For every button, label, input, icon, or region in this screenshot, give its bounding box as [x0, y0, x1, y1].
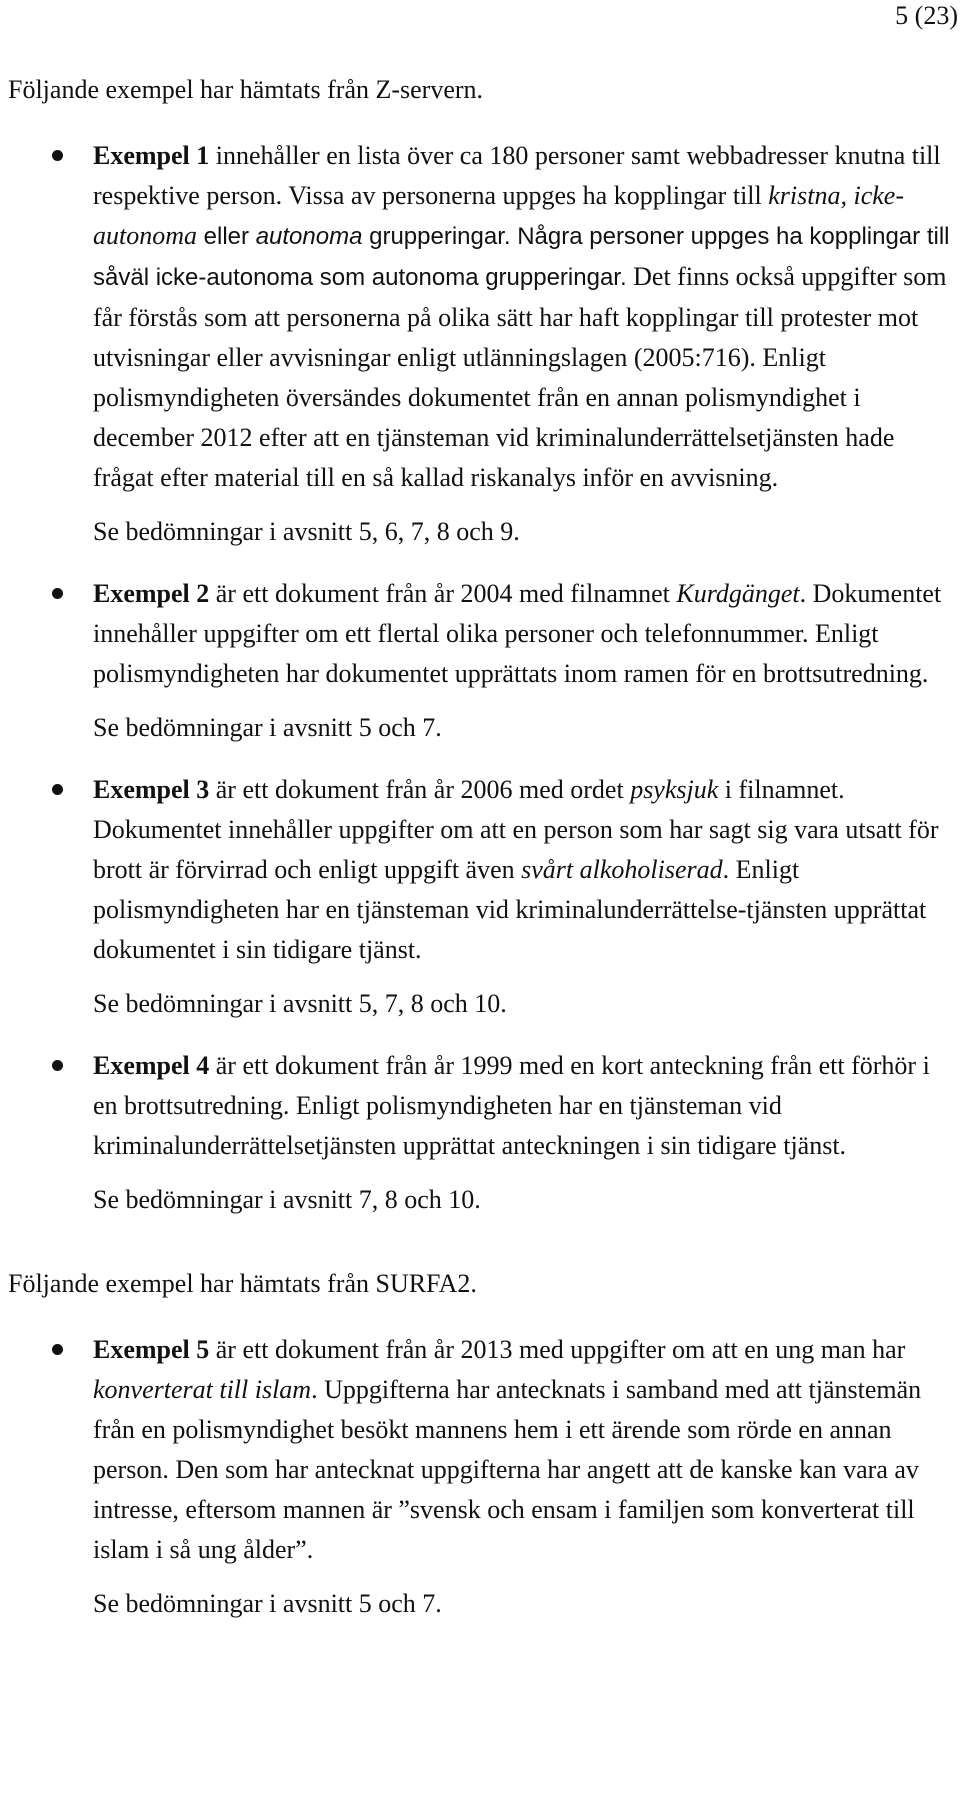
example-1-italic-part: kristna, icke-autonoma: [93, 181, 904, 250]
example-3-reference: Se bedömningar i avsnitt 5, 7, 8 och 10.: [93, 989, 507, 1018]
example-5-text-part: är ett dokument från år 2013 med uppgifter om att en ung man har: [209, 1335, 906, 1364]
example-2-label: Exempel 2: [93, 579, 210, 608]
example-2-text: [93, 574, 958, 694]
list-item-example-4: [8, 1046, 958, 1220]
section-intro-surfa2: Följande exempel har hämtats från SURFA2.: [8, 1269, 477, 1298]
example-1-italic-part: autonoma: [255, 223, 363, 250]
example-3-text: [93, 770, 958, 970]
example-2-italic-part: Kurdgänget: [676, 579, 800, 608]
example-1-reference: Se bedömningar i avsnitt 5, 6, 7, 8 och 9.: [93, 517, 520, 546]
example-3-label: Exempel 3: [93, 775, 210, 804]
example-4-text: [93, 1046, 958, 1166]
example-3-italic-part: svårt alkoholiserad: [521, 855, 723, 884]
example-4-text-part: är ett dokument från år 1999 med en kort anteckning från ett förhör i en brottsutredning. Enligt polismyndigheten har en tjänsteman vid kriminalunderrättelsetjänsten upprättat anteckningen i sin tidigare tjänst.: [93, 1051, 930, 1160]
example-3-text-part: . Enligt polismyndigheten har en tjänsteman vid kriminalunderrättelse-tjänsten upprättat dokumentet i sin tidigare tjänst.: [93, 855, 927, 964]
example-1-text: [93, 136, 958, 498]
example-3-text-part: är ett dokument från år 2006 med ordet: [209, 775, 631, 804]
example-5-label: Exempel 5: [93, 1335, 210, 1364]
list-item-example-1: [8, 136, 958, 552]
example-5-text: [93, 1330, 958, 1570]
example-2-text-part: är ett dokument från år 2004 med filnamnet: [209, 579, 677, 608]
example-3-italic-part: psyksjuk: [630, 775, 719, 804]
example-2-text-part: . Dokumentet innehåller uppgifter om ett flertal olika personer och telefonnummer. Enligt polismyndigheten har dokumentet upprättats inom ramen för en brottsutredning.: [93, 579, 942, 688]
example-1-text-part: eller: [197, 223, 256, 250]
list-item-example-2: [8, 574, 958, 748]
example-2-reference: Se bedömningar i avsnitt 5 och 7.: [93, 713, 442, 742]
example-1-label: Exempel 1: [93, 141, 210, 170]
example-5-text-part: . Uppgifterna har antecknats i samband med att tjänstemän från en polismyndighet besökt mannens hem i ett ärende som rörde en annan person. Den som har antecknat uppgifterna har angett att de kanske kan vara av intresse, eftersom mannen är ”svensk och ensam i familjen som konverterat till islam i så ung ålder”.: [93, 1375, 922, 1564]
list-item-example-5: [8, 1330, 958, 1624]
section-intro-z-server: Följande exempel har hämtats från Z-servern.: [8, 75, 484, 104]
example-4-label: Exempel 4: [93, 1051, 210, 1080]
example-1-text-part: grupperingar. Några personer uppges ha kopplingar till såväl icke-autonoma som autonoma grupperingar.: [93, 223, 950, 291]
example-1-text-part: innehåller en lista över ca 180 personer samt webbadresser knutna till respektive person. Vissa av personerna uppges ha kopplingar till: [93, 141, 941, 210]
example-3-text-part: i filnamnet. Dokumentet innehåller uppgifter om att en person som har sagt sig vara utsatt för brott är förvirrad och enligt uppgift även: [93, 775, 939, 884]
document-body: [8, 70, 958, 1646]
example-4-reference: Se bedömningar i avsnitt 7, 8 och 10.: [93, 1185, 481, 1214]
example-5-italic-part: konverterat till islam: [93, 1375, 312, 1404]
examples-list-surfa2: [8, 1330, 958, 1624]
examples-list-z-server: [8, 136, 958, 1220]
list-item-example-3: [8, 770, 958, 1024]
page-number: 5 (23): [895, 1, 958, 30]
example-5-reference: Se bedömningar i avsnitt 5 och 7.: [93, 1589, 442, 1618]
example-1-text-part: Det finns också uppgifter som får förstås som att personerna på olika sätt har haft kopplingar till protester mot utvisningar eller avvisningar enligt utlänningslagen (2005:716). Enligt polismyndigheten översändes dokumentet från en annan polismyndighet i december 2012 efter att en tjänsteman vid kriminalunderrättelsetjänsten hade frågat efter material till en så kallad riskanalys inför en avvisning.: [93, 262, 947, 492]
